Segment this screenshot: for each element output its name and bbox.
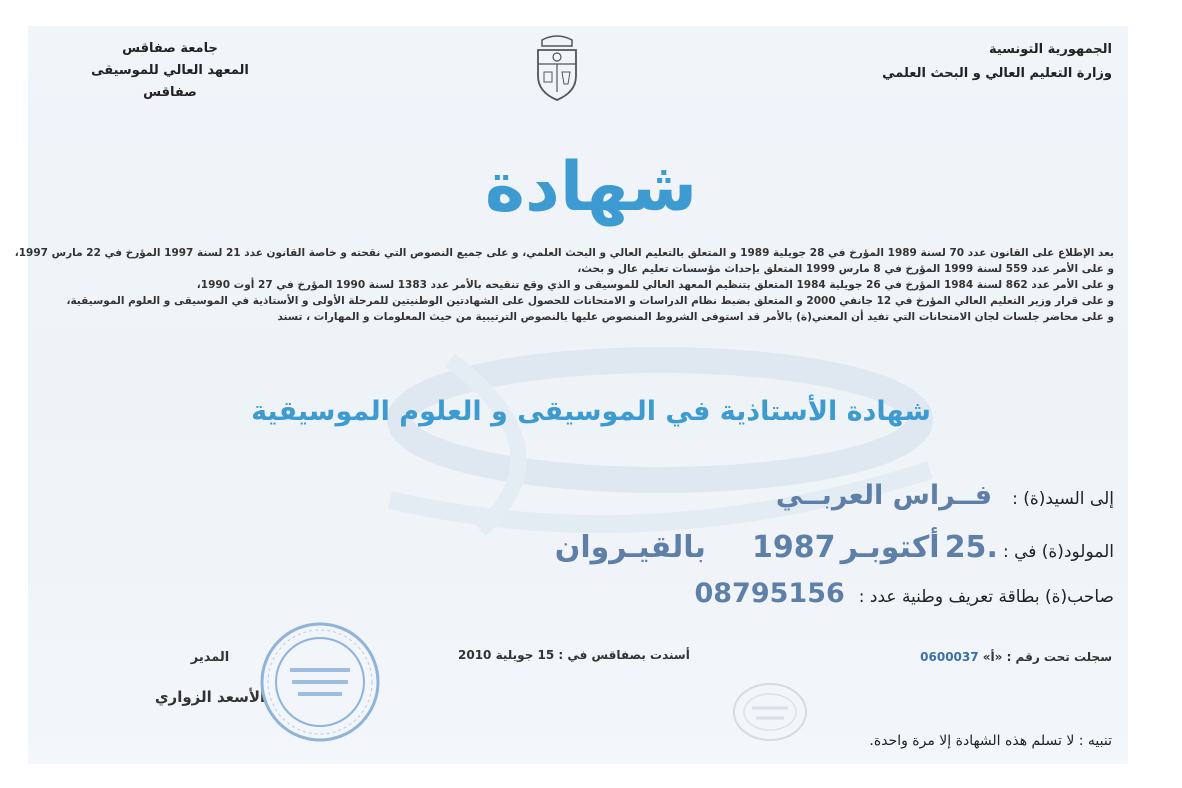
certificate-title: شهادة (484, 148, 698, 227)
ministry-header (792, 38, 1112, 86)
header-right-line: وزارة التعليم العالي و البحث العلمي (882, 66, 1112, 81)
registration-value: 0600037 (920, 650, 979, 664)
issuance-note: تنبيه : لا تسلم هذه الشهادة إلا مرة واحدة. (869, 733, 1112, 749)
header-right-line: الجمهورية التونسية (988, 42, 1112, 57)
legal-preamble (14, 245, 1114, 325)
director-title: المدير (190, 650, 230, 665)
birth-month: أكتوبـر (840, 530, 940, 565)
university-header (60, 38, 280, 104)
tunisia-coat-of-arms-icon (528, 32, 586, 104)
header-left-line: جامعة صفاقس (122, 41, 218, 56)
id-card-number: 08795156 (694, 578, 845, 609)
legal-line: و على محاضر جلسات لجان الامتحانات التي تفيد أن المعني(ة) بالأمر قد استوفى الشروط المنصوص عليها بالنصوص الترتيبية من حيث المعلومات و المهارات ، تسند (277, 311, 1114, 323)
registration-number (920, 650, 1112, 664)
recipient-label: إلى السيد(ة) : (1012, 489, 1114, 509)
issue-date: أسندت بصفاقس في : 15 جويلية 2010 (458, 648, 690, 662)
birth-label: المولود(ة) في : (1002, 542, 1114, 562)
birth-place: بالقيـروان (554, 530, 706, 565)
registration-label: سجلت تحت رقم : «أ» (982, 650, 1112, 664)
degree-title: شهادة الأستاذية في الموسيقى و العلوم الموسيقية (251, 396, 931, 427)
birth-year: 1987 (752, 530, 836, 565)
embossed-seal-icon (730, 680, 810, 744)
legal-line: و على قرار وزير التعليم العالي المؤرخ في 12 جانفي 2000 و المتعلق بضبط نظام الدراسات و الامتحانات للحصول على الشهادتين الوطنيتين للمرحلة الأولى و الأستاذية في الموسيقى و العلوم الموسيقية، (66, 295, 1114, 307)
birth-day: .25 (944, 530, 998, 565)
id-card-label: صاحب(ة) بطاقة تعريف وطنية عدد : (858, 587, 1114, 607)
id-card-row (694, 578, 1114, 609)
director-name: الأسعد الزواري (154, 688, 266, 706)
legal-line: بعد الإطلاع على القانون عدد 70 لسنة 1989 المؤرخ في 28 جويلية 1989 و المتعلق بالتعليم العالي و البحث العلمي، و على جميع النصوص التي نقحته و خاصة القانون عدد 21 لسنة 1997 المؤرخ في 22 مارس 1997، (14, 247, 1114, 259)
header-left-line: صفاقس (143, 85, 197, 100)
birth-row (555, 530, 1114, 565)
header-left-line: المعهد العالي للموسيقى (91, 63, 249, 78)
legal-line: و على الأمر عدد 559 لسنة 1999 المؤرخ في 8 مارس 1999 المتعلق بإحداث مؤسسات تعليم عال و بحث، (577, 263, 1114, 275)
recipient-row (776, 480, 1114, 511)
legal-line: و على الأمر عدد 862 لسنة 1984 المؤرخ في 26 جويلية 1984 المتعلق بتنظيم المعهد العالي للموسيقى و الذي وقع تنقيحه بالأمر عدد 1383 لسنة 1990 المؤرخ في 27 أوت 1990، (196, 279, 1114, 291)
official-stamp-icon (258, 620, 382, 744)
recipient-name: فــراس العربــي (775, 480, 993, 511)
